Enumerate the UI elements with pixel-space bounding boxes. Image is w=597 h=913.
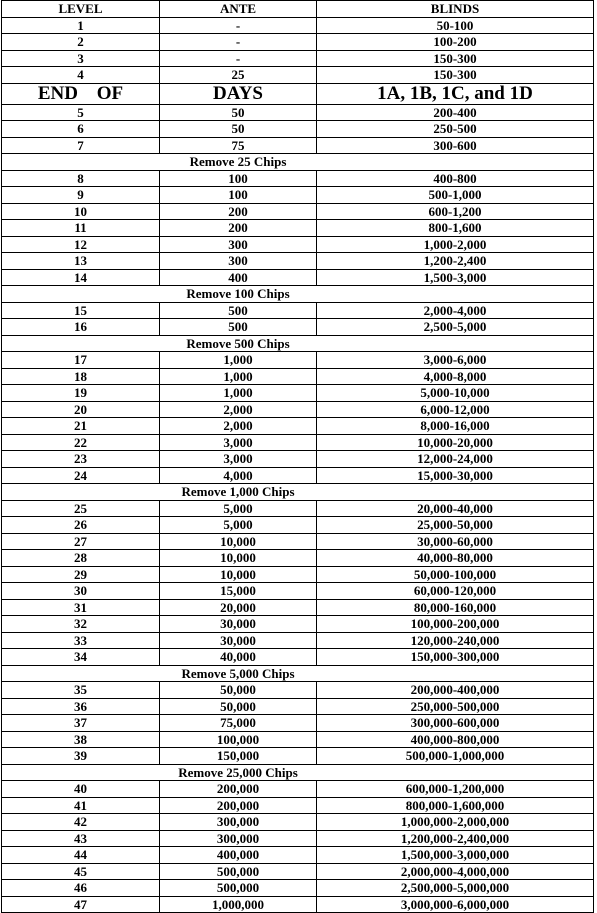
level-row	[2, 17, 594, 34]
empty-cell	[2, 335, 160, 352]
level-row	[2, 352, 594, 369]
level-row	[2, 50, 594, 67]
level-cell: 35	[2, 682, 160, 699]
level-cell: 39	[2, 748, 160, 765]
level-cell: 17	[2, 352, 160, 369]
level-cell: 10	[2, 203, 160, 220]
level-cell: 32	[2, 616, 160, 633]
level-row	[2, 451, 594, 468]
blinds-cell: 2,500-5,000	[317, 319, 594, 336]
blinds-cell: 30,000-60,000	[317, 533, 594, 550]
level-cell: 5	[2, 104, 160, 121]
ante-cell: 50,000	[160, 682, 317, 699]
level-row	[2, 566, 594, 583]
remove-chips-row	[2, 335, 594, 352]
level-cell: 21	[2, 418, 160, 435]
level-cell: 3	[2, 50, 160, 67]
blinds-cell: 3,000,000-6,000,000	[317, 896, 594, 913]
ante-cell: 50	[160, 121, 317, 138]
ante-cell: 200,000	[160, 781, 317, 798]
level-row	[2, 682, 594, 699]
level-cell: 45	[2, 863, 160, 880]
ante-cell: 2,000	[160, 401, 317, 418]
blinds-cell: 50,000-100,000	[317, 566, 594, 583]
level-cell: 16	[2, 319, 160, 336]
blinds-cell: 2,000-4,000	[317, 302, 594, 319]
level-cell: 34	[2, 649, 160, 666]
blinds-cell: 500,000-1,000,000	[317, 748, 594, 765]
level-row	[2, 401, 594, 418]
ante-cell: 1,000	[160, 352, 317, 369]
ante-cell: 30,000	[160, 616, 317, 633]
blinds-cell: 300-600	[317, 137, 594, 154]
day-list-label: 1A, 1B, 1C, and 1D	[317, 83, 594, 104]
blinds-cell: 1,000-2,000	[317, 236, 594, 253]
ante-cell: 500	[160, 302, 317, 319]
ante-cell: 15,000	[160, 583, 317, 600]
blinds-cell: 100-200	[317, 34, 594, 51]
level-cell: 46	[2, 880, 160, 897]
level-header: LEVEL	[2, 1, 160, 18]
ante-cell: -	[160, 34, 317, 51]
ante-cell: 10,000	[160, 550, 317, 567]
ante-cell: 25	[160, 67, 317, 84]
blinds-cell: 800,000-1,600,000	[317, 797, 594, 814]
ante-cell: 400	[160, 269, 317, 286]
blinds-cell: 1,200,000-2,400,000	[317, 830, 594, 847]
ante-cell: -	[160, 17, 317, 34]
blinds-cell: 600-1,200	[317, 203, 594, 220]
ante-cell: 3,000	[160, 434, 317, 451]
level-row	[2, 781, 594, 798]
level-row	[2, 302, 594, 319]
level-row	[2, 517, 594, 534]
ante-cell: 30,000	[160, 632, 317, 649]
level-cell: 8	[2, 170, 160, 187]
level-cell: 9	[2, 187, 160, 204]
blinds-cell: 50-100	[317, 17, 594, 34]
level-cell: 42	[2, 814, 160, 831]
ante-cell: 1,000	[160, 385, 317, 402]
blinds-cell: 8,000-16,000	[317, 418, 594, 435]
level-cell: 22	[2, 434, 160, 451]
remove-chips-label: Remove 25 Chips	[160, 154, 317, 171]
level-cell: 11	[2, 220, 160, 237]
empty-cell	[317, 665, 594, 682]
blinds-cell: 250,000-500,000	[317, 698, 594, 715]
blinds-cell: 2,000,000-4,000,000	[317, 863, 594, 880]
blinds-cell: 2,500,000-5,000,000	[317, 880, 594, 897]
level-row	[2, 253, 594, 270]
ante-cell: 3,000	[160, 451, 317, 468]
level-row	[2, 170, 594, 187]
empty-cell	[317, 154, 594, 171]
ante-cell: 75	[160, 137, 317, 154]
empty-cell	[317, 286, 594, 303]
ante-cell: -	[160, 50, 317, 67]
level-row	[2, 34, 594, 51]
blinds-cell: 25,000-50,000	[317, 517, 594, 534]
level-row	[2, 632, 594, 649]
level-cell: 18	[2, 368, 160, 385]
ante-cell: 20,000	[160, 599, 317, 616]
level-cell: 2	[2, 34, 160, 51]
remove-chips-row	[2, 665, 594, 682]
level-row	[2, 550, 594, 567]
end-of-days-row	[2, 83, 594, 104]
level-cell: 28	[2, 550, 160, 567]
ante-cell: 200,000	[160, 797, 317, 814]
remove-chips-label: Remove 5,000 Chips	[160, 665, 317, 682]
level-row	[2, 847, 594, 864]
blinds-cell: 400-800	[317, 170, 594, 187]
ante-cell: 2,000	[160, 418, 317, 435]
ante-cell: 40,000	[160, 649, 317, 666]
level-row	[2, 418, 594, 435]
header-row	[2, 1, 594, 18]
ante-cell: 100,000	[160, 731, 317, 748]
remove-chips-row	[2, 484, 594, 501]
level-row	[2, 220, 594, 237]
empty-cell	[317, 335, 594, 352]
empty-cell	[2, 665, 160, 682]
level-row	[2, 385, 594, 402]
level-cell: 23	[2, 451, 160, 468]
empty-cell	[2, 764, 160, 781]
blinds-cell: 600,000-1,200,000	[317, 781, 594, 798]
level-row	[2, 830, 594, 847]
blinds-cell: 10,000-20,000	[317, 434, 594, 451]
ante-cell: 300	[160, 253, 317, 270]
ante-cell: 4,000	[160, 467, 317, 484]
ante-cell: 100	[160, 170, 317, 187]
blinds-cell: 40,000-80,000	[317, 550, 594, 567]
blind-structure-table	[1, 0, 594, 913]
level-cell: 33	[2, 632, 160, 649]
level-cell: 26	[2, 517, 160, 534]
end-of-label: END OF	[2, 83, 160, 104]
blinds-cell: 20,000-40,000	[317, 500, 594, 517]
blinds-header: BLINDS	[317, 1, 594, 18]
ante-cell: 400,000	[160, 847, 317, 864]
blinds-cell: 80,000-160,000	[317, 599, 594, 616]
blinds-cell: 3,000-6,000	[317, 352, 594, 369]
level-row	[2, 731, 594, 748]
ante-cell: 5,000	[160, 500, 317, 517]
level-cell: 43	[2, 830, 160, 847]
level-cell: 13	[2, 253, 160, 270]
level-cell: 37	[2, 715, 160, 732]
ante-cell: 50,000	[160, 698, 317, 715]
table-body	[2, 1, 594, 913]
empty-cell	[317, 764, 594, 781]
blinds-cell: 1,200-2,400	[317, 253, 594, 270]
ante-cell: 300	[160, 236, 317, 253]
blinds-cell: 1,500,000-3,000,000	[317, 847, 594, 864]
level-row	[2, 583, 594, 600]
level-row	[2, 880, 594, 897]
level-row	[2, 698, 594, 715]
level-row	[2, 368, 594, 385]
level-cell: 41	[2, 797, 160, 814]
blinds-cell: 400,000-800,000	[317, 731, 594, 748]
blinds-cell: 6,000-12,000	[317, 401, 594, 418]
level-row	[2, 599, 594, 616]
blinds-cell: 12,000-24,000	[317, 451, 594, 468]
blinds-cell: 100,000-200,000	[317, 616, 594, 633]
level-row	[2, 814, 594, 831]
remove-chips-label: Remove 100 Chips	[160, 286, 317, 303]
remove-chips-label: Remove 1,000 Chips	[160, 484, 317, 501]
remove-chips-label: Remove 500 Chips	[160, 335, 317, 352]
level-cell: 12	[2, 236, 160, 253]
level-row	[2, 104, 594, 121]
blinds-cell: 120,000-240,000	[317, 632, 594, 649]
blinds-cell: 1,500-3,000	[317, 269, 594, 286]
ante-cell: 500,000	[160, 863, 317, 880]
level-row	[2, 137, 594, 154]
level-cell: 38	[2, 731, 160, 748]
ante-cell: 50	[160, 104, 317, 121]
blinds-cell: 150,000-300,000	[317, 649, 594, 666]
ante-cell: 1,000,000	[160, 896, 317, 913]
level-row	[2, 236, 594, 253]
level-row	[2, 616, 594, 633]
ante-cell: 150,000	[160, 748, 317, 765]
level-row	[2, 649, 594, 666]
level-row	[2, 67, 594, 84]
remove-chips-row	[2, 286, 594, 303]
level-row	[2, 434, 594, 451]
level-cell: 4	[2, 67, 160, 84]
ante-cell: 1,000	[160, 368, 317, 385]
level-cell: 25	[2, 500, 160, 517]
empty-cell	[2, 286, 160, 303]
level-row	[2, 319, 594, 336]
blinds-cell: 250-500	[317, 121, 594, 138]
blinds-cell: 15,000-30,000	[317, 467, 594, 484]
remove-chips-label: Remove 25,000 Chips	[160, 764, 317, 781]
blinds-cell: 5,000-10,000	[317, 385, 594, 402]
level-cell: 6	[2, 121, 160, 138]
ante-cell: 5,000	[160, 517, 317, 534]
level-row	[2, 269, 594, 286]
level-row	[2, 797, 594, 814]
days-label: DAYS	[160, 83, 317, 104]
level-cell: 47	[2, 896, 160, 913]
ante-header: ANTE	[160, 1, 317, 18]
level-cell: 40	[2, 781, 160, 798]
level-row	[2, 748, 594, 765]
empty-cell	[317, 484, 594, 501]
blinds-cell: 500-1,000	[317, 187, 594, 204]
ante-cell: 200	[160, 220, 317, 237]
empty-cell	[2, 484, 160, 501]
level-cell: 27	[2, 533, 160, 550]
level-row	[2, 187, 594, 204]
blinds-cell: 800-1,600	[317, 220, 594, 237]
ante-cell: 100	[160, 187, 317, 204]
blinds-cell: 200-400	[317, 104, 594, 121]
blinds-cell: 150-300	[317, 67, 594, 84]
blinds-cell: 150-300	[317, 50, 594, 67]
blinds-cell: 300,000-600,000	[317, 715, 594, 732]
level-cell: 24	[2, 467, 160, 484]
level-row	[2, 500, 594, 517]
level-cell: 19	[2, 385, 160, 402]
ante-cell: 300,000	[160, 830, 317, 847]
ante-cell: 10,000	[160, 533, 317, 550]
level-row	[2, 863, 594, 880]
level-cell: 20	[2, 401, 160, 418]
remove-chips-row	[2, 154, 594, 171]
level-row	[2, 203, 594, 220]
ante-cell: 200	[160, 203, 317, 220]
level-row	[2, 715, 594, 732]
blinds-cell: 1,000,000-2,000,000	[317, 814, 594, 831]
blinds-cell: 4,000-8,000	[317, 368, 594, 385]
ante-cell: 75,000	[160, 715, 317, 732]
level-row	[2, 533, 594, 550]
blinds-cell: 60,000-120,000	[317, 583, 594, 600]
level-cell: 1	[2, 17, 160, 34]
ante-cell: 500	[160, 319, 317, 336]
empty-cell	[2, 154, 160, 171]
level-row	[2, 121, 594, 138]
level-cell: 36	[2, 698, 160, 715]
level-row	[2, 467, 594, 484]
level-cell: 30	[2, 583, 160, 600]
level-cell: 29	[2, 566, 160, 583]
level-cell: 44	[2, 847, 160, 864]
ante-cell: 500,000	[160, 880, 317, 897]
remove-chips-row	[2, 764, 594, 781]
level-cell: 7	[2, 137, 160, 154]
level-cell: 31	[2, 599, 160, 616]
ante-cell: 300,000	[160, 814, 317, 831]
blinds-cell: 200,000-400,000	[317, 682, 594, 699]
ante-cell: 10,000	[160, 566, 317, 583]
level-cell: 15	[2, 302, 160, 319]
level-cell: 14	[2, 269, 160, 286]
level-row	[2, 896, 594, 913]
